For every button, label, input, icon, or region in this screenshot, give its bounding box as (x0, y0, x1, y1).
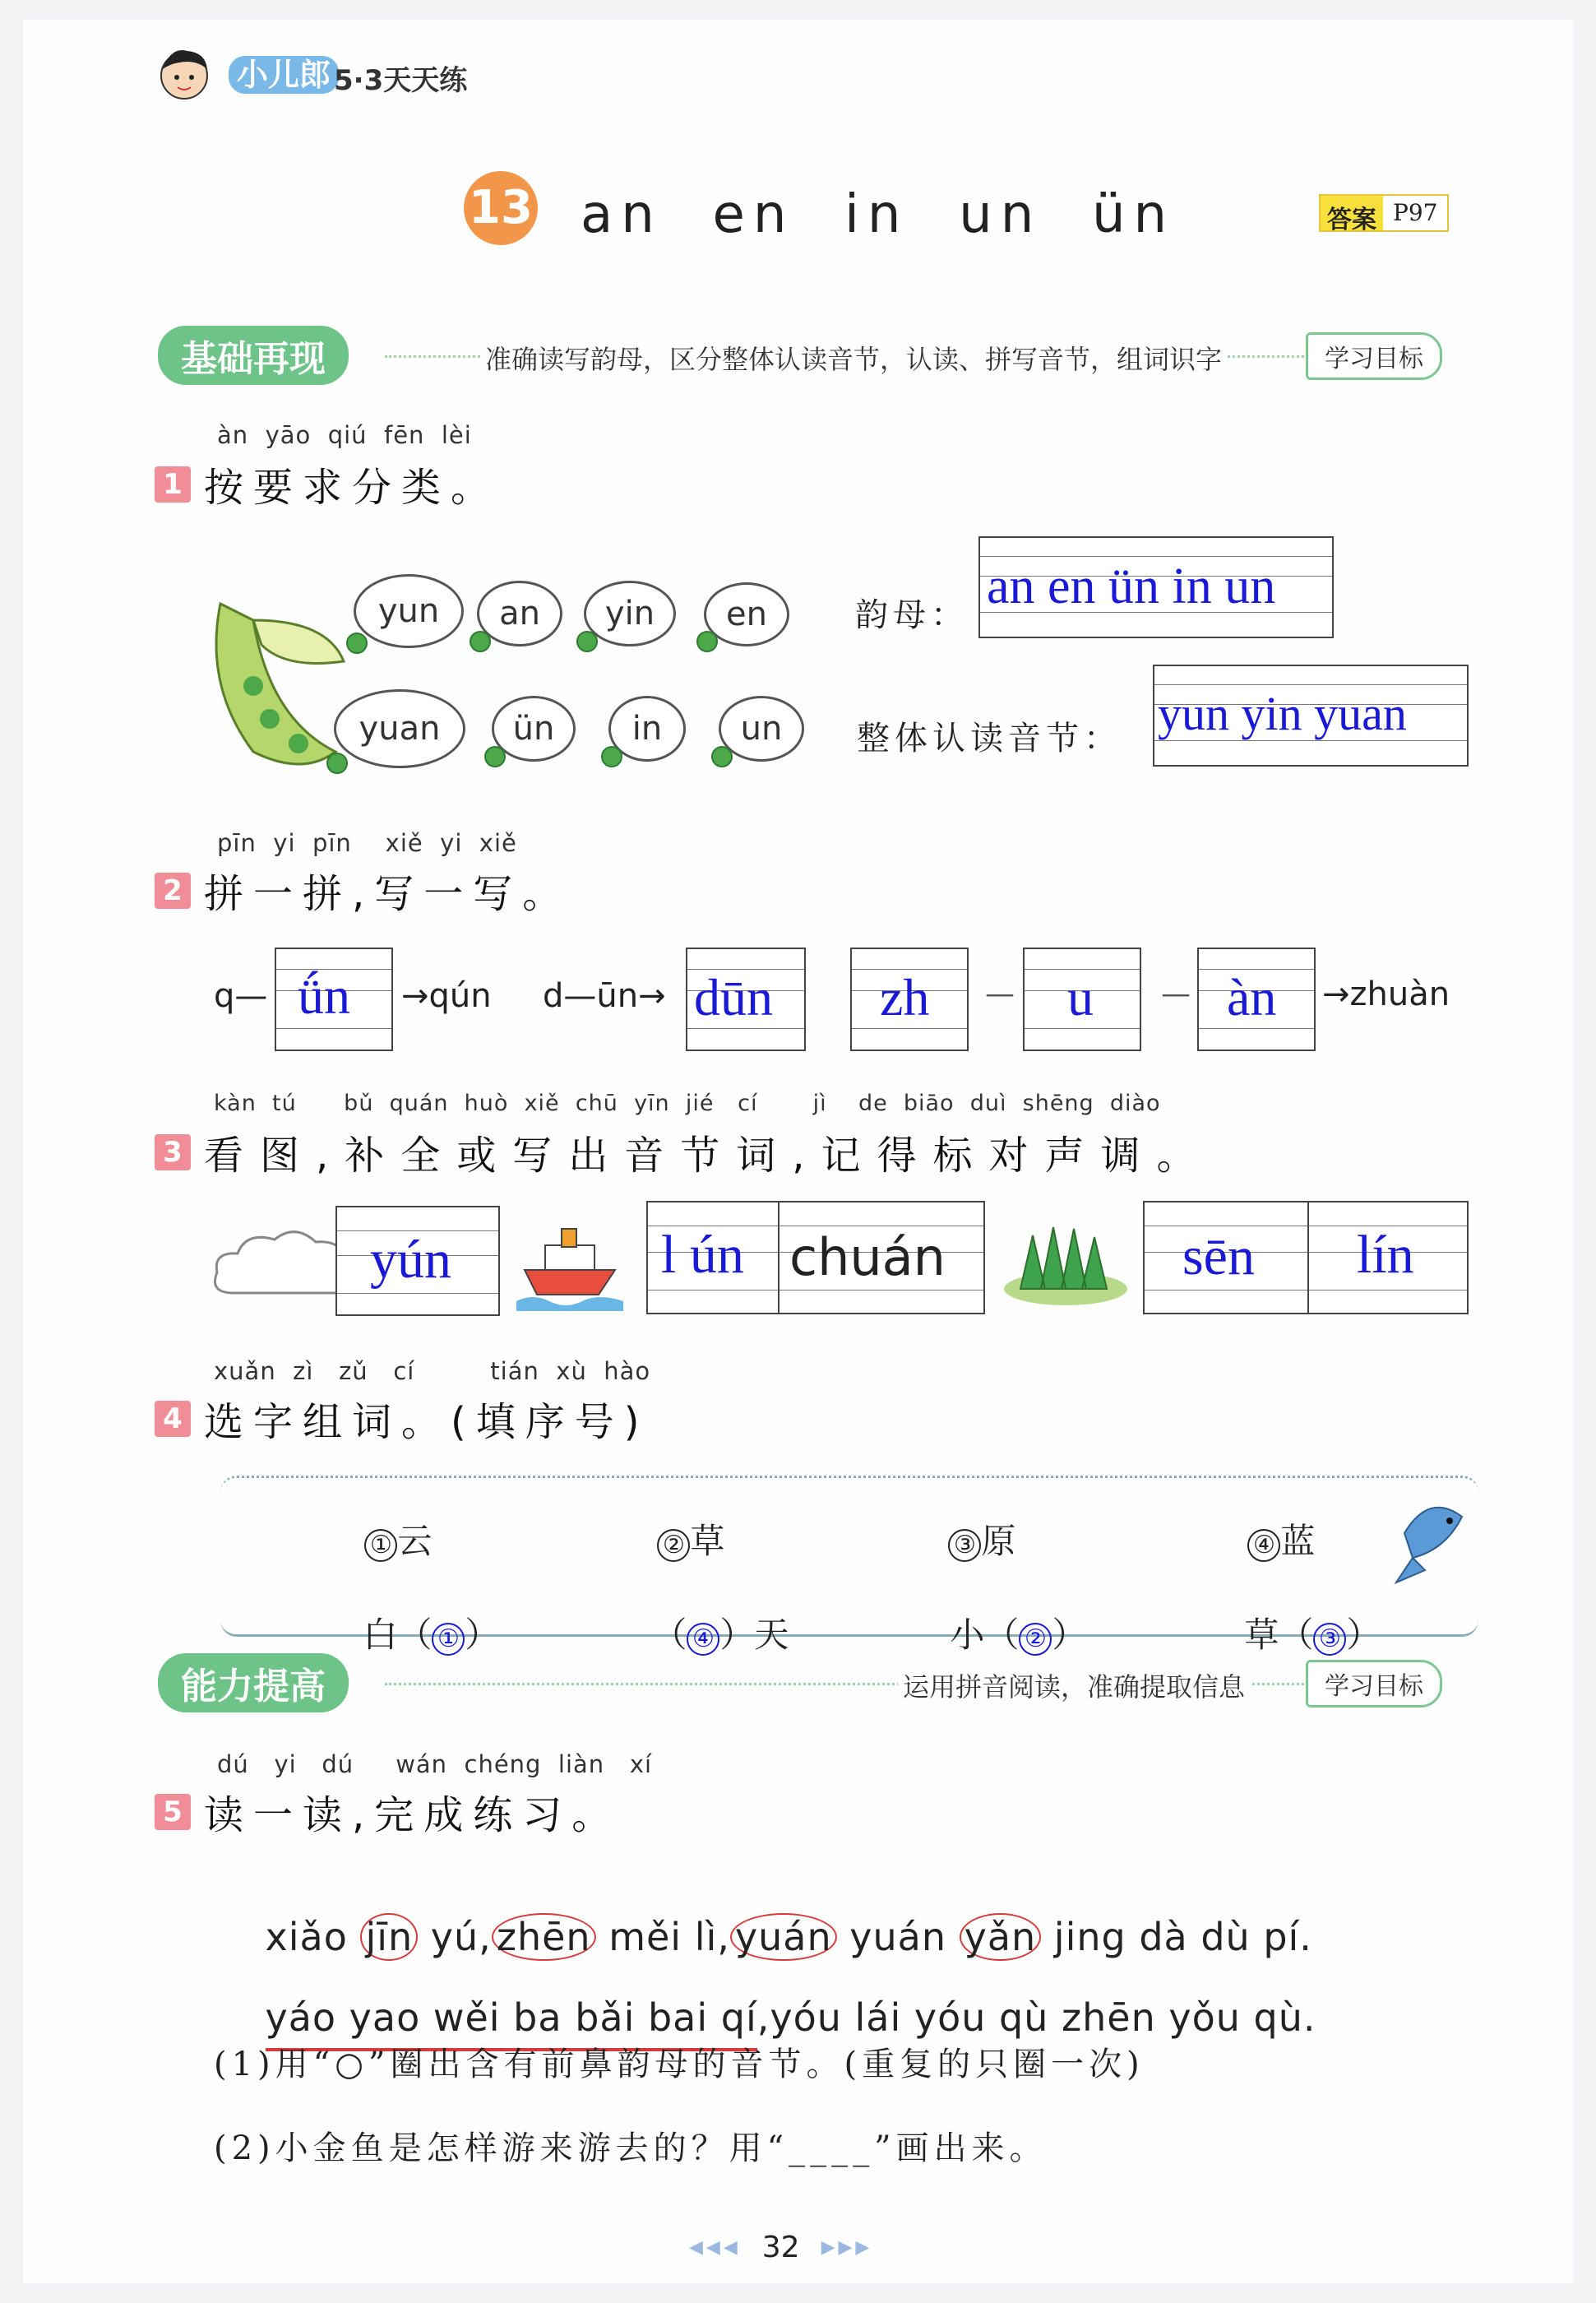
option-1-char: 云 (397, 1521, 433, 1561)
option-3-mark: ③ (948, 1529, 981, 1562)
q2-pinyin: pīn yi pīn xiě yi xiě (217, 829, 517, 857)
q3-boat-answer-1[interactable]: l ún (661, 1225, 744, 1285)
page-number: 32 (761, 2231, 800, 2264)
q3-forest-answer-2[interactable]: lín (1357, 1225, 1414, 1285)
circled-syllable-4[interactable]: yǎn (960, 1913, 1042, 1961)
whole-syllable-label: 整体认读音节： (857, 720, 1122, 758)
q2-d-prefix: d—ūn→ (543, 977, 666, 1015)
pea-en: en (704, 582, 789, 646)
q2-box-2 (686, 948, 806, 1051)
q3-cloud-box (335, 1206, 500, 1316)
boat-icon (516, 1204, 623, 1319)
lesson-number: 13 (469, 181, 533, 234)
q2-result-1: →qún (401, 977, 492, 1015)
finals-answer-box (978, 536, 1334, 638)
q2-answer-4[interactable]: u (1067, 968, 1094, 1026)
q2-box-3 (850, 948, 969, 1051)
pea-yuan: yuan (334, 689, 465, 768)
sub-question-1: (1)用“○”圈出含有前鼻韵母的音节。(重复的只圈一次) (214, 2046, 1145, 2083)
goal-badge-2: 学习目标 (1306, 1660, 1442, 1708)
q2-answer-5[interactable]: àn (1227, 968, 1277, 1026)
section-goal-2: 运用拼音阅读，准确提取信息 (898, 1666, 1250, 1704)
circled-syllable-2[interactable]: zhēn (492, 1913, 596, 1961)
section-goal: 准确读写韵母，区分整体认读音节，认读、拼写音节，组词识字 (480, 339, 1227, 377)
page-footer (689, 2231, 872, 2264)
goal-badge: 学习目标 (1306, 332, 1442, 380)
lesson-title: an en in un ün (581, 184, 1176, 245)
pea-in: in (608, 696, 686, 762)
answer-page: P97 (1383, 196, 1447, 230)
q2-number: 2 (155, 873, 191, 909)
reading-line-1: xiǎo jīn yú, zhēn měi lì, yuán yuán yǎn jing dà dù pí. (265, 1915, 1312, 1959)
pea-ün: ün (492, 696, 576, 762)
q2-box-5 (1197, 948, 1316, 1051)
reading-line-2: yáo yao wěi ba bǎi bai qí,yóu lái yóu qù zhēn yǒu qù. (214, 1951, 1316, 2084)
pea-an: an (477, 581, 562, 646)
prev-arrows-icon: ◀◀◀ (689, 2237, 741, 2258)
section-tag-advanced: 能力提高 (158, 1653, 349, 1712)
q5-heading (155, 1783, 621, 1840)
pea-pod-icon (204, 587, 352, 776)
underlined-phrase[interactable]: yáo yao wěi ba bǎi bai qí (266, 1995, 757, 2051)
q4-number: 4 (155, 1401, 191, 1437)
q4-text: 选字组词。(填序号) (204, 1399, 650, 1445)
q2-answer-2[interactable]: dūn (694, 968, 773, 1026)
q3-pinyin: kàn tú bǔ quán huò xiě chū yīn jié cí jì de biāo duì shēng diào (214, 1091, 1161, 1116)
q4-pinyin: xuǎn zì zǔ cí tián xù hào (214, 1357, 651, 1385)
blank-1-answer[interactable]: ① (432, 1623, 465, 1656)
page (23, 20, 1573, 2283)
pea-yin: yin (584, 581, 676, 646)
q2-heading (155, 862, 571, 919)
option-1-mark: ① (364, 1529, 397, 1562)
finals-answer[interactable]: an en ün in un (987, 558, 1276, 614)
sub-question-2: (2)小金鱼是怎样游来游去的？用“____”画出来。 (214, 2129, 1048, 2167)
answer-label: 答案 (1321, 196, 1383, 230)
q2-answer-1[interactable]: ǘn (298, 966, 350, 1025)
pea-yun: yun (354, 574, 464, 648)
answer-ref (1319, 194, 1449, 232)
lesson-number-badge (464, 171, 538, 245)
q3-cloud-answer[interactable]: yún (370, 1230, 451, 1290)
q1-text: 按要求分类。 (204, 465, 501, 511)
blank-3-answer[interactable]: ② (1019, 1623, 1052, 1656)
q3-forest-box (1143, 1201, 1469, 1314)
q5-number: 5 (155, 1794, 191, 1830)
whole-syllable-answer[interactable]: yun yin yuan (1158, 687, 1407, 740)
q2-answer-3[interactable]: zh (880, 968, 930, 1026)
q2-result-2: →zhuàn (1322, 975, 1450, 1013)
blank-4: 草（ ③ ） (1244, 1615, 1381, 1655)
brand-logo: 小儿郎 (229, 56, 339, 94)
forest-icon (1000, 1211, 1131, 1309)
finals-label: 韵母： (855, 596, 969, 634)
q2-q-prefix: q— (214, 977, 268, 1015)
mascot-icon (155, 44, 214, 104)
whole-syllable-answer-box (1153, 665, 1469, 767)
option-4-char: 蓝 (1280, 1521, 1316, 1561)
option-2-mark: ② (657, 1529, 690, 1562)
q1-pinyin: àn yāo qiú fēn lèi (217, 421, 472, 449)
q4-heading (155, 1390, 649, 1447)
q2-dash-1: — (985, 977, 1015, 1011)
fish-icon (1380, 1476, 1478, 1599)
q2-dash-2: — (1161, 977, 1191, 1011)
q3-text: 看图,补全或写出音节词,记得标对声调。 (204, 1133, 1213, 1179)
blank-2-answer[interactable]: ④ (687, 1623, 719, 1656)
q2-text: 拼一拼,写一写。 (204, 871, 572, 917)
option-4-mark: ④ (1247, 1529, 1280, 1562)
section-tag-basic: 基础再现 (158, 326, 349, 385)
blank-1: 白（ ① ） (363, 1615, 500, 1655)
q1-heading (155, 456, 500, 512)
q3-boat-box (646, 1201, 985, 1314)
q2-box-1 (275, 948, 393, 1051)
header (155, 44, 566, 110)
q3-number: 3 (155, 1134, 191, 1170)
circled-syllable-1[interactable]: jīn (360, 1913, 418, 1961)
q3-forest-answer-1[interactable]: sēn (1182, 1226, 1255, 1286)
next-arrows-icon: ▶▶▶ (821, 2237, 873, 2258)
q5-pinyin: dú yi dú wán chéng liàn xí (217, 1750, 653, 1778)
circled-syllable-3[interactable]: yuán (730, 1913, 837, 1961)
pea-un: un (719, 696, 804, 762)
option-3-char: 原 (981, 1521, 1016, 1561)
blank-2: （ ④ ）天 (652, 1615, 789, 1655)
option-2-char: 草 (690, 1521, 725, 1561)
series-title: 5·3天天练 (334, 64, 468, 97)
q2-box-4 (1023, 948, 1141, 1051)
q5-text: 读一读,完成练习。 (204, 1792, 622, 1838)
q3-boat-answer-2: chuán (789, 1227, 946, 1287)
q1-number: 1 (155, 466, 191, 503)
q3-heading (155, 1124, 1213, 1180)
blank-4-answer[interactable]: ③ (1313, 1623, 1346, 1656)
blank-3: 小（ ② ） (950, 1615, 1087, 1655)
